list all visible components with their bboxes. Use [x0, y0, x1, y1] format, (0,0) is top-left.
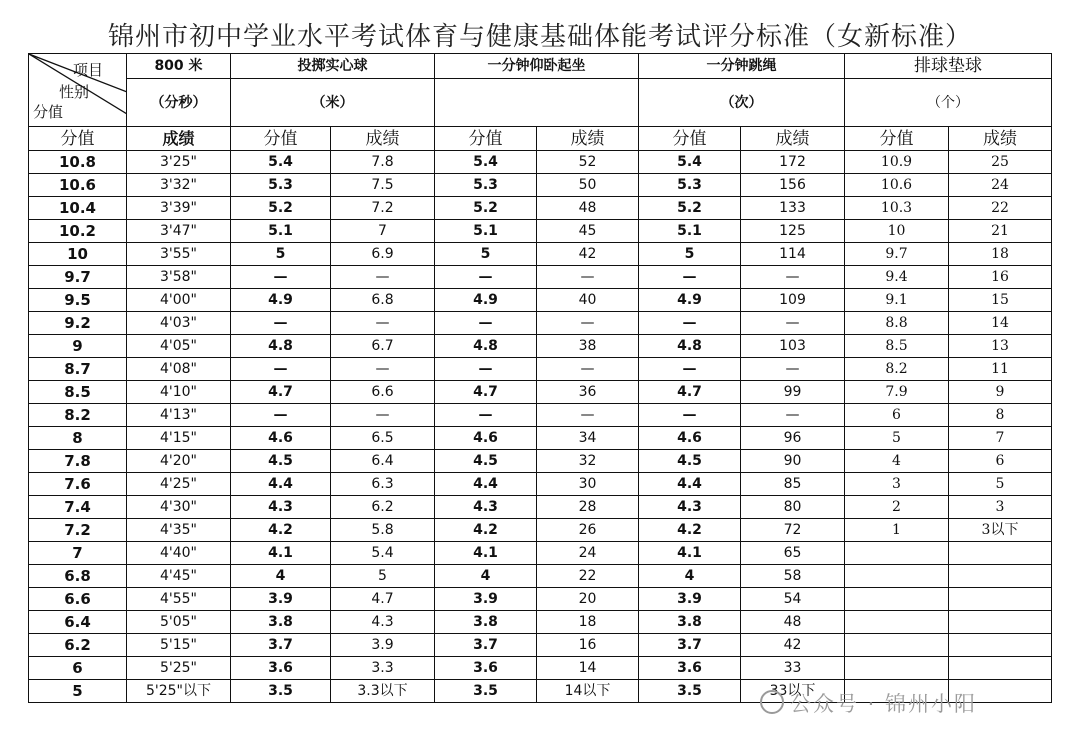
score-cell: 4.7	[231, 381, 331, 404]
result-cell: 172	[741, 151, 845, 174]
score-cell: —	[231, 404, 331, 427]
result-cell: 50	[537, 174, 639, 197]
score-cell: 3.6	[231, 657, 331, 680]
score-cell: 4.1	[435, 542, 537, 565]
score-cell: 6.6	[29, 588, 127, 611]
score-cell: 9.4	[845, 266, 949, 289]
header-800m: 800 米	[127, 54, 231, 79]
result-cell: 11	[949, 358, 1052, 381]
result-cell: 5.8	[331, 519, 435, 542]
result-cell	[949, 542, 1052, 565]
score-cell: 4	[639, 565, 741, 588]
result-cell: —	[741, 358, 845, 381]
result-cell: 33以下	[741, 680, 845, 703]
result-cell: 28	[537, 496, 639, 519]
table-row	[29, 174, 1052, 197]
result-cell: 6.8	[331, 289, 435, 312]
score-cell: 5	[845, 427, 949, 450]
score-cell: 10.8	[29, 151, 127, 174]
score-cell: 4.3	[231, 496, 331, 519]
result-cell: 8	[949, 404, 1052, 427]
result-cell: —	[741, 312, 845, 335]
score-cell: 5.3	[435, 174, 537, 197]
result-cell: 3'47"	[127, 220, 231, 243]
result-cell: 4'20"	[127, 450, 231, 473]
score-cell: 3.9	[231, 588, 331, 611]
result-cell: —	[331, 358, 435, 381]
result-cell: 4.7	[331, 588, 435, 611]
score-cell: —	[639, 266, 741, 289]
result-cell: 4'35"	[127, 519, 231, 542]
result-cell: 52	[537, 151, 639, 174]
result-cell: 18	[949, 243, 1052, 266]
score-cell: —	[435, 358, 537, 381]
score-cell: 4.9	[231, 289, 331, 312]
result-cell: 4'45"	[127, 565, 231, 588]
result-cell	[949, 657, 1052, 680]
score-cell: 1	[845, 519, 949, 542]
result-cell	[949, 611, 1052, 634]
score-cell: 4.5	[231, 450, 331, 473]
table-row	[29, 450, 1052, 473]
score-cell: 4.5	[639, 450, 741, 473]
score-cell: 5	[435, 243, 537, 266]
unit-800m: （分秒）	[127, 79, 231, 127]
score-cell: —	[231, 266, 331, 289]
score-cell	[845, 565, 949, 588]
result-cell: 16	[537, 634, 639, 657]
result-cell: 114	[741, 243, 845, 266]
subheader-score: 分值	[435, 127, 537, 151]
result-cell: 20	[537, 588, 639, 611]
score-cell: 3.6	[639, 657, 741, 680]
table-row	[29, 634, 1052, 657]
result-cell: 3'25"	[127, 151, 231, 174]
score-cell: 7	[29, 542, 127, 565]
score-cell: 4.4	[435, 473, 537, 496]
score-cell: 3	[845, 473, 949, 496]
result-cell: 4'03"	[127, 312, 231, 335]
unit-ball-throw: （米）	[231, 79, 435, 127]
score-cell: —	[435, 312, 537, 335]
result-cell: 54	[741, 588, 845, 611]
score-cell: 4.8	[231, 335, 331, 358]
score-cell: 6.8	[29, 565, 127, 588]
score-cell: 4.3	[639, 496, 741, 519]
score-cell: 4.4	[639, 473, 741, 496]
watermark	[760, 688, 977, 718]
score-cell: 5.4	[639, 151, 741, 174]
result-cell: 16	[949, 266, 1052, 289]
table-row	[29, 404, 1052, 427]
score-cell: —	[231, 312, 331, 335]
result-cell: 133	[741, 197, 845, 220]
result-cell: —	[537, 312, 639, 335]
score-cell: 4.9	[435, 289, 537, 312]
result-cell: 3'58"	[127, 266, 231, 289]
subheader-score: 分值	[845, 127, 949, 151]
score-cell: 6.4	[29, 611, 127, 634]
result-cell: 14以下	[537, 680, 639, 703]
result-cell: 4.3	[331, 611, 435, 634]
score-cell: 9.7	[845, 243, 949, 266]
score-cell: 6	[845, 404, 949, 427]
result-cell: 5	[331, 565, 435, 588]
subheader-score: 分值	[231, 127, 331, 151]
result-cell: 3.9	[331, 634, 435, 657]
score-cell: 3.9	[435, 588, 537, 611]
page-title: 锦州市初中学业水平考试体育与健康基础体能考试评分标准（女新标准）	[107, 22, 972, 52]
score-cell: 5.1	[435, 220, 537, 243]
score-cell: 7.4	[29, 496, 127, 519]
result-cell: 4'30"	[127, 496, 231, 519]
score-cell: 3.5	[231, 680, 331, 703]
score-cell: 5	[639, 243, 741, 266]
score-cell: 7.6	[29, 473, 127, 496]
score-cell: 3.6	[435, 657, 537, 680]
score-cell: 5	[231, 243, 331, 266]
score-cell: 3.9	[639, 588, 741, 611]
result-cell: 22	[949, 197, 1052, 220]
score-cell: 8.7	[29, 358, 127, 381]
table-row	[29, 473, 1052, 496]
result-cell: 24	[949, 174, 1052, 197]
result-cell: 6	[949, 450, 1052, 473]
score-cell: 7.8	[29, 450, 127, 473]
table-row	[29, 427, 1052, 450]
result-cell: 15	[949, 289, 1052, 312]
score-cell: 5.2	[639, 197, 741, 220]
wechat-icon	[760, 690, 784, 714]
score-cell: 4.5	[435, 450, 537, 473]
result-cell: 5'15"	[127, 634, 231, 657]
score-cell: 7.9	[845, 381, 949, 404]
table-row	[29, 565, 1052, 588]
result-cell: 5'05"	[127, 611, 231, 634]
score-cell: 4.4	[231, 473, 331, 496]
corner-header-cell	[29, 54, 127, 127]
result-cell: 13	[949, 335, 1052, 358]
score-cell: 4.1	[639, 542, 741, 565]
score-cell: 4.6	[435, 427, 537, 450]
score-cell: 10.4	[29, 197, 127, 220]
result-cell: 6.4	[331, 450, 435, 473]
subheader-result: 成绩	[331, 127, 435, 151]
result-cell: 40	[537, 289, 639, 312]
table-row	[29, 611, 1052, 634]
score-cell: 4.8	[639, 335, 741, 358]
result-cell: 125	[741, 220, 845, 243]
score-cell: —	[639, 312, 741, 335]
result-cell: 7.5	[331, 174, 435, 197]
result-cell: 3'39"	[127, 197, 231, 220]
table-row	[29, 657, 1052, 680]
result-cell: 85	[741, 473, 845, 496]
score-cell: 9.1	[845, 289, 949, 312]
score-cell: 10.6	[29, 174, 127, 197]
result-cell: 42	[537, 243, 639, 266]
result-cell: 3以下	[949, 519, 1052, 542]
result-cell: —	[537, 358, 639, 381]
corner-item-label: 项目	[73, 61, 104, 79]
score-cell: 4.9	[639, 289, 741, 312]
subheader-result: 成绩	[741, 127, 845, 151]
result-cell: 4'08"	[127, 358, 231, 381]
header-rope-skip: 一分钟跳绳	[639, 54, 845, 79]
result-cell: 48	[537, 197, 639, 220]
corner-gender-label: 性别	[59, 83, 90, 101]
result-cell: 38	[537, 335, 639, 358]
score-cell: 9	[29, 335, 127, 358]
result-cell: 5.4	[331, 542, 435, 565]
result-cell: 45	[537, 220, 639, 243]
result-cell: 65	[741, 542, 845, 565]
result-cell: 109	[741, 289, 845, 312]
result-cell: 6.2	[331, 496, 435, 519]
score-cell: 4	[435, 565, 537, 588]
result-cell: —	[741, 404, 845, 427]
score-cell: 2	[845, 496, 949, 519]
score-cell: 10.2	[29, 220, 127, 243]
score-cell: 5.1	[231, 220, 331, 243]
score-cell: 4.7	[639, 381, 741, 404]
result-cell: 5'25"	[127, 657, 231, 680]
result-cell: 14	[537, 657, 639, 680]
result-cell: 42	[741, 634, 845, 657]
result-cell: —	[331, 266, 435, 289]
score-cell: 9.5	[29, 289, 127, 312]
result-cell: —	[741, 266, 845, 289]
table-row	[29, 266, 1052, 289]
score-cell: 9.2	[29, 312, 127, 335]
result-cell: 4'00"	[127, 289, 231, 312]
score-cell: 5.3	[231, 174, 331, 197]
result-cell: 22	[537, 565, 639, 588]
score-cell: 5	[29, 680, 127, 703]
score-cell: 10.3	[845, 197, 949, 220]
result-cell: 14	[949, 312, 1052, 335]
score-cell: —	[639, 404, 741, 427]
table-row	[29, 220, 1052, 243]
result-cell: 6.7	[331, 335, 435, 358]
subheader-result: 成绩	[949, 127, 1052, 151]
result-cell: 34	[537, 427, 639, 450]
score-cell: 3.7	[435, 634, 537, 657]
result-cell: 4'55"	[127, 588, 231, 611]
corner-score-label: 分值	[33, 103, 64, 121]
result-cell: 21	[949, 220, 1052, 243]
score-cell	[845, 634, 949, 657]
result-cell: 4'40"	[127, 542, 231, 565]
score-cell: 7.2	[29, 519, 127, 542]
score-cell: 4.7	[435, 381, 537, 404]
result-cell: 6.5	[331, 427, 435, 450]
result-cell: —	[537, 266, 639, 289]
score-cell: 4	[845, 450, 949, 473]
result-cell: 30	[537, 473, 639, 496]
result-cell	[949, 565, 1052, 588]
result-cell: 90	[741, 450, 845, 473]
score-cell	[845, 657, 949, 680]
score-cell: 8.2	[29, 404, 127, 427]
score-cell: —	[435, 266, 537, 289]
subheader-score: 分值	[639, 127, 741, 151]
table-row	[29, 289, 1052, 312]
table-row	[29, 197, 1052, 220]
score-cell: 8.5	[845, 335, 949, 358]
subheader-result: 成绩	[537, 127, 639, 151]
score-cell: 5.3	[639, 174, 741, 197]
result-cell: —	[331, 312, 435, 335]
score-cell: 5.1	[639, 220, 741, 243]
result-cell	[949, 588, 1052, 611]
result-cell: 4'25"	[127, 473, 231, 496]
score-cell: —	[639, 358, 741, 381]
subheader-result: 成绩	[127, 127, 231, 151]
score-cell: 8.5	[29, 381, 127, 404]
result-cell: 4'13"	[127, 404, 231, 427]
score-cell: 3.7	[639, 634, 741, 657]
result-cell: 9	[949, 381, 1052, 404]
result-cell: 7	[949, 427, 1052, 450]
score-cell: 10	[845, 220, 949, 243]
result-cell: 36	[537, 381, 639, 404]
table-row	[29, 381, 1052, 404]
table-row	[29, 588, 1052, 611]
score-cell: 5.2	[231, 197, 331, 220]
result-cell: 32	[537, 450, 639, 473]
score-cell: 4.2	[639, 519, 741, 542]
result-cell: 33	[741, 657, 845, 680]
unit-situps	[435, 79, 639, 127]
result-cell: 4'15"	[127, 427, 231, 450]
result-cell: 3	[949, 496, 1052, 519]
watermark-text: 公众号 · 锦州小阳	[790, 692, 978, 716]
score-cell: 6	[29, 657, 127, 680]
scoring-table	[28, 53, 1052, 703]
table-row	[29, 542, 1052, 565]
result-cell: 6.3	[331, 473, 435, 496]
score-cell: 3.5	[639, 680, 741, 703]
result-cell: 6.9	[331, 243, 435, 266]
score-cell: 4.8	[435, 335, 537, 358]
score-cell: 4	[231, 565, 331, 588]
score-cell: 5.2	[435, 197, 537, 220]
result-cell: 3.3以下	[331, 680, 435, 703]
result-cell: 7.2	[331, 197, 435, 220]
result-cell: 103	[741, 335, 845, 358]
score-cell: 8	[29, 427, 127, 450]
header-ball-throw: 投掷实心球	[231, 54, 435, 79]
result-cell: 80	[741, 496, 845, 519]
result-cell: 48	[741, 611, 845, 634]
score-cell: 5.4	[435, 151, 537, 174]
table-row	[29, 335, 1052, 358]
score-cell	[845, 588, 949, 611]
table-row	[29, 243, 1052, 266]
table-row	[29, 312, 1052, 335]
score-cell: —	[435, 404, 537, 427]
result-cell: 26	[537, 519, 639, 542]
result-cell: 5'25"以下	[127, 680, 231, 703]
score-cell: —	[231, 358, 331, 381]
score-cell: 10.9	[845, 151, 949, 174]
result-cell: 3.3	[331, 657, 435, 680]
result-cell: 25	[949, 151, 1052, 174]
score-cell: 3.8	[639, 611, 741, 634]
result-cell: 99	[741, 381, 845, 404]
score-cell: 6.2	[29, 634, 127, 657]
result-cell: —	[331, 404, 435, 427]
table-row	[29, 519, 1052, 542]
header-volleyball: 排球垫球	[845, 54, 1052, 79]
result-cell: 58	[741, 565, 845, 588]
result-cell: —	[537, 404, 639, 427]
score-cell: 4.2	[435, 519, 537, 542]
result-cell: 18	[537, 611, 639, 634]
result-cell: 24	[537, 542, 639, 565]
result-cell: 7	[331, 220, 435, 243]
result-cell	[949, 634, 1052, 657]
table-row	[29, 358, 1052, 381]
score-cell: 8.8	[845, 312, 949, 335]
score-cell: 4.1	[231, 542, 331, 565]
score-cell: 10.6	[845, 174, 949, 197]
result-cell: 3'55"	[127, 243, 231, 266]
result-cell: 7.8	[331, 151, 435, 174]
score-cell: 9.7	[29, 266, 127, 289]
result-cell: 3'32"	[127, 174, 231, 197]
score-cell: 10	[29, 243, 127, 266]
score-cell: 3.8	[231, 611, 331, 634]
score-cell	[845, 542, 949, 565]
result-cell: 6.6	[331, 381, 435, 404]
score-cell: 3.8	[435, 611, 537, 634]
result-cell: 96	[741, 427, 845, 450]
result-cell: 4'10"	[127, 381, 231, 404]
score-cell: 4.6	[639, 427, 741, 450]
result-cell: 72	[741, 519, 845, 542]
score-cell	[845, 611, 949, 634]
unit-volleyball: （个）	[845, 79, 1052, 127]
score-cell: 4.3	[435, 496, 537, 519]
score-cell: 3.7	[231, 634, 331, 657]
score-cell: 4.2	[231, 519, 331, 542]
score-cell: 5.4	[231, 151, 331, 174]
unit-rope-skip: （次）	[639, 79, 845, 127]
header-situps: 一分钟仰卧起坐	[435, 54, 639, 79]
subheader-score: 分值	[29, 127, 127, 151]
result-cell: 156	[741, 174, 845, 197]
table-row	[29, 151, 1052, 174]
score-cell: 3.5	[435, 680, 537, 703]
result-cell: 5	[949, 473, 1052, 496]
score-cell: 4.6	[231, 427, 331, 450]
result-cell: 4'05"	[127, 335, 231, 358]
table-row	[29, 496, 1052, 519]
score-cell: 8.2	[845, 358, 949, 381]
